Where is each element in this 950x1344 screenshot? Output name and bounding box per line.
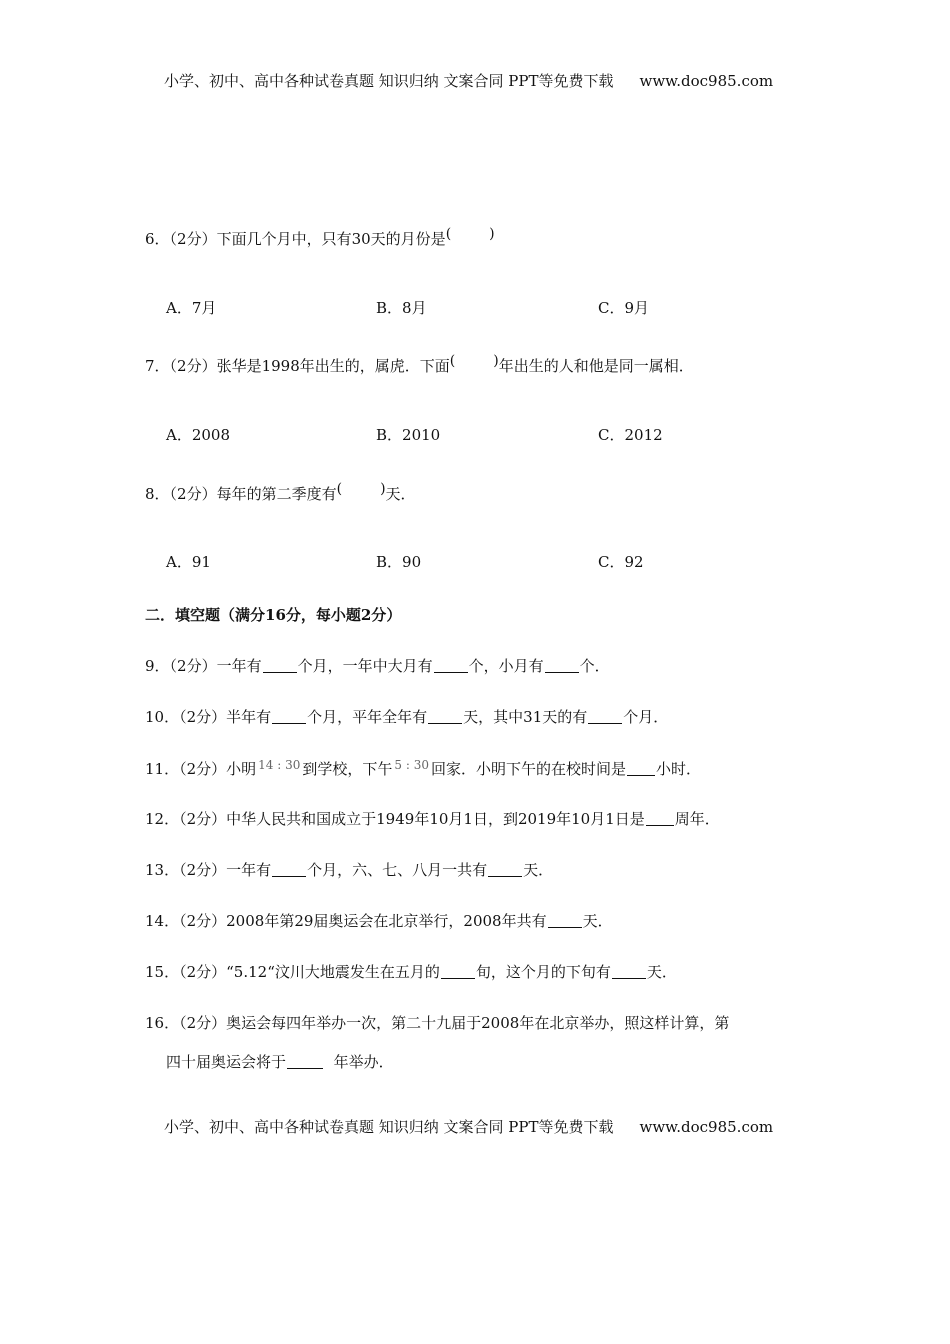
- answer-parentheses: ( ): [445, 226, 495, 242]
- question-text: 中华人民共和国成立于1949年10月1日，到2019年10月1日是: [226, 810, 645, 828]
- question-text: 天．: [523, 861, 554, 879]
- time-value: 14 : 30: [258, 758, 301, 772]
- question-text: 天．: [582, 912, 613, 930]
- question-text: 一年有: [226, 861, 272, 879]
- question-text: 半年有: [226, 708, 272, 726]
- question-text: 到学校，下午: [302, 760, 393, 778]
- question-9: [145, 655, 610, 676]
- answer-blank[interactable]: [441, 964, 475, 979]
- question-score: （2分）: [179, 708, 227, 726]
- question-text: 旬，这个月的下旬有: [475, 963, 611, 981]
- answer-blank[interactable]: [545, 658, 579, 673]
- answer-blank[interactable]: [488, 862, 522, 877]
- question-text: 年举办．: [333, 1053, 394, 1071]
- question-text: 个月．: [623, 708, 669, 726]
- question-16: [145, 1012, 729, 1033]
- question-score: （2分）: [169, 657, 217, 675]
- question-score: （2分）: [179, 861, 227, 879]
- question-text: 下面几个月中，只有30天的月份是: [216, 230, 446, 248]
- footer-text: 小学、初中、高中各种试卷真题 知识归纳 文案合同 PPT等免费下载: [164, 1118, 614, 1136]
- question-number: 16．: [145, 1014, 180, 1032]
- question-12: [145, 808, 720, 829]
- question-text: 个，小月有: [468, 657, 544, 675]
- question-text: 小时．: [655, 760, 701, 778]
- question-7: [145, 353, 694, 376]
- question-text-after: 天．: [385, 485, 416, 503]
- question-15: [145, 961, 677, 982]
- q6-option-a: A．7月: [166, 299, 217, 317]
- question-text: 一年有: [216, 657, 262, 675]
- question-text-after: 年出生的人和他是同一属相．: [498, 357, 694, 375]
- question-text: 天．: [646, 963, 677, 981]
- q7-option-c: C．2012: [598, 426, 663, 444]
- question-text: 天，其中31天的有: [463, 708, 588, 726]
- q6-option-b: B．8月: [376, 299, 427, 317]
- question-text-before: 张华是1998年出生的，属虎．下面: [216, 357, 450, 375]
- answer-blank[interactable]: [287, 1054, 323, 1069]
- question-14: [145, 910, 613, 931]
- q6-option-c: C．9月: [598, 299, 650, 317]
- time-value: 5 : 30: [394, 758, 429, 772]
- question-text: 个月，一年中大月有: [297, 657, 433, 675]
- question-number: 15．: [145, 963, 180, 981]
- answer-blank[interactable]: [272, 862, 306, 877]
- question-score: （2分）: [169, 357, 217, 375]
- answer-blank[interactable]: [434, 658, 468, 673]
- question-number: 10．: [145, 708, 180, 726]
- question-number: 7．: [145, 357, 170, 375]
- header-site-link[interactable]: www.doc985.com: [639, 72, 774, 90]
- section-title: 二．填空题（满分16分，每小题2分）: [145, 606, 402, 624]
- question-6: [145, 226, 495, 249]
- answer-blank[interactable]: [548, 913, 582, 928]
- question-text: 回家．小明下午的在校时间是: [430, 760, 626, 778]
- q8-option-c: C．92: [598, 553, 644, 571]
- question-number: 12．: [145, 810, 180, 828]
- question-number: 11．: [145, 760, 180, 778]
- answer-parentheses: ( ): [336, 481, 386, 497]
- question-score: （2分）: [179, 1014, 227, 1032]
- question-text: 小明: [226, 760, 257, 778]
- answer-blank[interactable]: [272, 709, 306, 724]
- question-text: “5.12“汶川大地震发生在五月的: [226, 963, 440, 981]
- question-8: [145, 481, 416, 504]
- question-score: （2分）: [179, 963, 227, 981]
- question-11: [145, 758, 701, 779]
- q7-option-a: A．2008: [166, 426, 231, 444]
- footer-site-link[interactable]: www.doc985.com: [639, 1118, 774, 1136]
- question-score: （2分）: [179, 810, 227, 828]
- question-13: [145, 859, 553, 880]
- question-number: 6．: [145, 230, 170, 248]
- question-text-before: 每年的第二季度有: [216, 485, 337, 503]
- answer-parentheses: ( ): [449, 353, 499, 369]
- question-number: 13．: [145, 861, 180, 879]
- question-number: 9．: [145, 657, 170, 675]
- page-footer: [164, 1116, 773, 1137]
- header-text: 小学、初中、高中各种试卷真题 知识归纳 文案合同 PPT等免费下载: [164, 72, 614, 90]
- answer-blank[interactable]: [428, 709, 462, 724]
- question-score: （2分）: [179, 912, 227, 930]
- question-text: 个月，六、七、八月一共有: [307, 861, 488, 879]
- answer-blank[interactable]: [263, 658, 297, 673]
- question-text: 个．: [579, 657, 610, 675]
- answer-blank[interactable]: [588, 709, 622, 724]
- answer-blank[interactable]: [627, 761, 655, 776]
- question-number: 14．: [145, 912, 180, 930]
- question-score: （2分）: [169, 230, 217, 248]
- question-score: （2分）: [169, 485, 217, 503]
- page-header: [164, 70, 773, 91]
- q7-option-b: B．2010: [376, 426, 441, 444]
- question-text: 奥运会每四年举办一次，第二十九届于2008年在北京举办，照这样计算，第: [226, 1014, 730, 1032]
- question-number: 8．: [145, 485, 170, 503]
- question-text: 四十届奥运会将于: [166, 1053, 287, 1071]
- question-text: 个月，平年全年有: [307, 708, 428, 726]
- question-text: 2008年第29届奥运会在北京举行，2008年共有: [226, 912, 547, 930]
- answer-blank[interactable]: [612, 964, 646, 979]
- question-text: 周年．: [674, 810, 720, 828]
- q8-option-b: B．90: [376, 553, 422, 571]
- question-10: [145, 706, 668, 727]
- q8-option-a: A．91: [166, 553, 211, 571]
- question-score: （2分）: [179, 760, 227, 778]
- answer-blank[interactable]: [646, 811, 674, 826]
- question-16-continued: [166, 1051, 394, 1072]
